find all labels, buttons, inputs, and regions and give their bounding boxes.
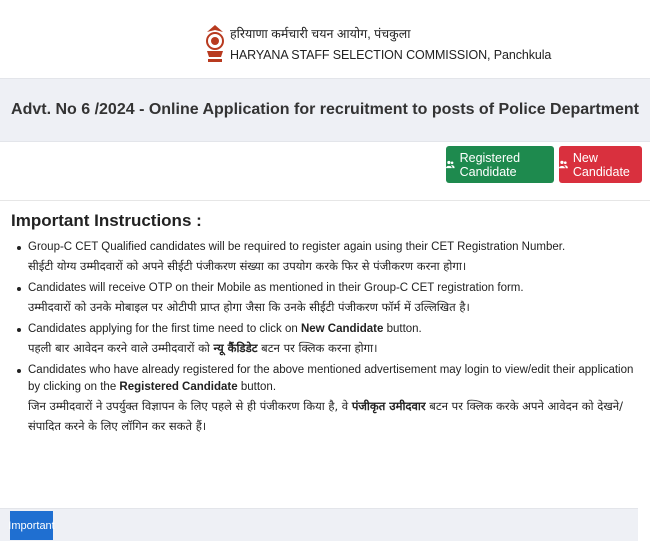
- instruction-text-en: Candidates will receive OTP on their Mobile as mentioned in their Group-C CET registration form.: [28, 282, 524, 294]
- text-segment: बटन पर क्लिक करके अपने आवेदन को देखने/संपादित करने के लिए लॉगिन कर सकते हैं।: [28, 399, 624, 433]
- registered-candidate-emphasis-hi: पंजीकृत उमीदवार: [351, 399, 426, 413]
- list-item: [0, 239, 650, 276]
- text-segment: जिन उम्मीदवारों ने उपर्युक्त विज्ञापन के लिए पहले से ही पंजीकरण किया है, वे: [28, 399, 352, 413]
- registered-candidate-button[interactable]: [446, 146, 554, 183]
- instruction-text-hi: [28, 396, 642, 436]
- instructions-panel: [0, 200, 650, 499]
- important-tab[interactable]: Important: [10, 511, 53, 540]
- instruction-text-hi: सीईटी योग्य उम्मीदवारों को अपने सीईटी पंजीकरण संख्या का उपयोग करके फिर से पंजीकरण करना होगा।: [28, 259, 467, 273]
- text-segment: Candidates applying for the first time need to click on: [28, 323, 301, 335]
- hssc-emblem-icon: [203, 24, 227, 64]
- text-segment: button.: [383, 323, 422, 335]
- instructions-list: [0, 239, 650, 440]
- instruction-text-en: [28, 364, 633, 393]
- bullet-icon: [17, 369, 21, 373]
- new-candidate-button[interactable]: [559, 146, 642, 183]
- list-item: [0, 321, 650, 358]
- new-candidate-emphasis: New Candidate: [300, 323, 384, 335]
- new-candidate-label: New Candidate: [572, 150, 630, 179]
- site-header: [0, 0, 650, 76]
- list-item: [0, 362, 650, 436]
- bullet-icon: [17, 246, 21, 250]
- list-item: [0, 280, 650, 317]
- text-segment: Candidates who have already registered for the above mentioned advertisement may login to view/edit their application by clicking on the: [28, 364, 634, 393]
- text-segment: button.: [237, 381, 277, 393]
- instruction-text-hi: उम्मीदवारों को उनके मोबाइल पर ओटीपी प्राप्त होगा जैसा कि उनके सीईटी पंजीकरण फॉर्म में उल्लिखित है।: [28, 300, 470, 314]
- registered-candidate-label: Registered Candidate: [459, 150, 521, 179]
- instruction-text-hi: [28, 338, 642, 358]
- users-icon: [559, 159, 568, 170]
- advertisement-banner: [0, 78, 650, 142]
- important-section-bar: [0, 508, 638, 541]
- bullet-icon: [17, 328, 21, 332]
- registered-candidate-emphasis: Registered Candidate: [119, 381, 238, 393]
- instruction-text-en: Group-C CET Qualified candidates will be required to register again using their CET Registration Number.: [28, 241, 566, 253]
- instruction-text-en: [28, 323, 422, 335]
- instructions-heading: Important Instructions :: [11, 211, 202, 230]
- org-name-hindi: हरियाणा कर्मचारी चयन आयोग, पंचकुला: [230, 27, 411, 41]
- bullet-icon: [17, 287, 21, 291]
- text-segment: बटन पर क्लिक करना होगा।: [257, 341, 378, 355]
- new-candidate-emphasis-hi: न्यू कैंडिडेट: [213, 341, 258, 355]
- org-name-english: HARYANA STAFF SELECTION COMMISSION, Panchkula: [230, 48, 552, 62]
- text-segment: पहली बार आवेदन करने वाले उम्मीदवारों को: [28, 341, 214, 355]
- advertisement-title: Advt. No 6 /2024 - Online Application for recruitment to posts of Police Department: [11, 101, 639, 118]
- users-icon: [446, 159, 455, 170]
